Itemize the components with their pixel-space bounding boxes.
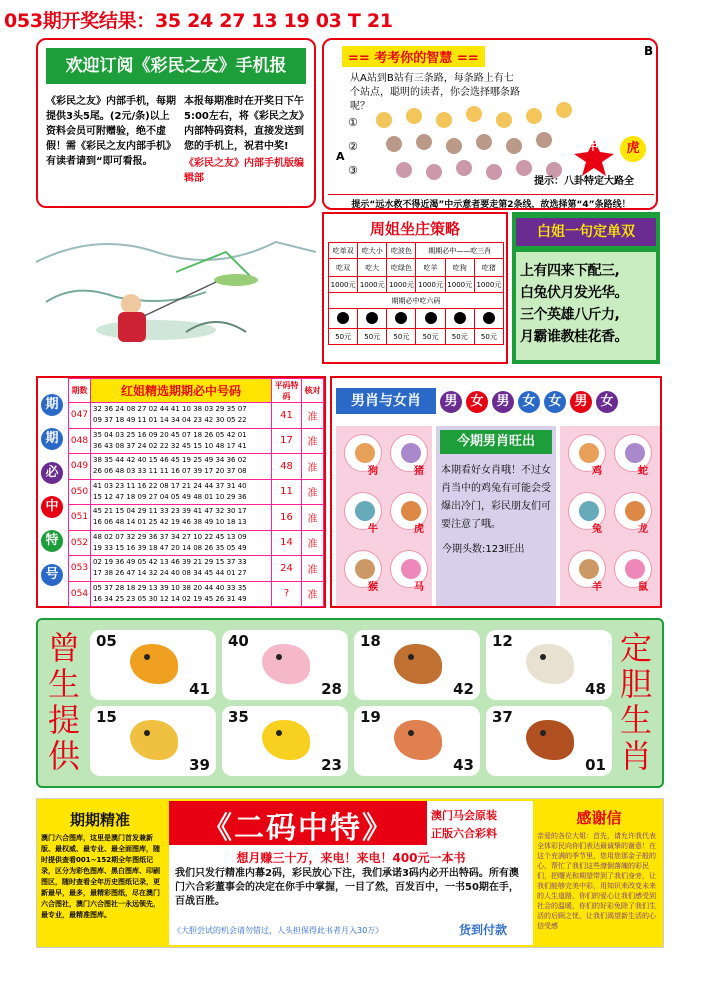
tiger-icon	[130, 644, 178, 684]
zodiac-animal	[612, 434, 654, 482]
bottom-right-title: 感谢信	[576, 809, 622, 827]
zodiac-animal	[388, 550, 430, 598]
animal-label: 蛇	[638, 466, 648, 477]
pay-on-delivery: 货到付款	[459, 923, 508, 937]
hongjie-table	[68, 378, 324, 403]
zhou-dot-3	[387, 309, 416, 329]
zengsheng-left-2: 生	[47, 665, 80, 703]
hongjie-check: 准	[302, 530, 324, 556]
zodiac-animal	[342, 550, 384, 598]
zhou-r6c1: 50元	[329, 329, 358, 345]
hongjie-period: 049	[69, 454, 91, 480]
hongjie-col-code: 平码特码	[272, 379, 302, 403]
quiz-panel	[322, 38, 658, 210]
animal-face-icon	[355, 559, 375, 579]
zodiac-animal	[566, 550, 608, 598]
hongjie-side-5: 特	[41, 530, 63, 552]
hongjie-check: 准	[302, 505, 324, 531]
animal-face-icon	[401, 443, 421, 463]
animal-label: 猪	[414, 466, 424, 477]
card-number-bottom: 48	[585, 680, 606, 698]
zengsheng-right	[616, 630, 656, 774]
hongjie-period: 047	[69, 403, 91, 429]
card-number-top: 37	[492, 708, 513, 726]
hongjie-nums	[91, 454, 272, 480]
animal-label: 牛	[368, 524, 378, 535]
card-number-top: 12	[492, 632, 513, 650]
hongjie-check: 准	[302, 428, 324, 454]
zhou-r4: 期期必中吃六码	[329, 293, 504, 309]
animal-label: 龙	[638, 524, 648, 535]
hongjie-rows	[68, 402, 324, 607]
animal-face-icon	[579, 443, 599, 463]
card-number-top: 40	[228, 632, 249, 650]
zhou-r3c4: 1000元	[416, 277, 445, 293]
bottom-left-text: 澳门六合图库，这里是澳门首发兼新版、最权威、最专业、最全面图库，随时提供查看001~152期全年图纸记录，区分为彩色图库、黑白图库、印刷图区，随时查看全年历史图纸记录，更新最早，最多，最精彩图纸，尽在澳门六合图社，澳门六合图社一永远领先，最专业，最精准图库。	[41, 834, 160, 919]
rat-icon	[394, 720, 442, 760]
zhou-table	[328, 242, 504, 345]
zhou-r2c5: 吃狗	[445, 259, 474, 277]
animal-label: 猴	[368, 582, 378, 593]
zodiac-animal	[388, 492, 430, 540]
zodiac-animal	[566, 492, 608, 540]
hongjie-num-line: 02 19 36 49 05 42 13 46 39 21 29 15 37 33	[93, 558, 247, 567]
card-number-bottom: 39	[189, 756, 210, 774]
hongjie-nums	[91, 556, 272, 582]
bottom-left-title: 期期精准	[69, 811, 130, 829]
table-row	[69, 403, 324, 429]
dragon-icon	[130, 720, 178, 760]
card-number-bottom: 43	[453, 756, 474, 774]
hongjie-period: 048	[69, 428, 91, 454]
zhou-title: 周姐坐庄策略	[369, 220, 460, 238]
nannv-center-text: 本期看好女肖哦！不过女肖当中的鸡兔有可能会受爆出冷门，彩民朋友们可要注意了哦。	[441, 465, 551, 530]
baijie-body	[516, 252, 656, 360]
fishing-scene-icon	[36, 212, 316, 362]
table-row	[69, 530, 324, 556]
table-row	[69, 454, 324, 480]
zhou-dot-4	[416, 309, 445, 329]
number-card	[486, 630, 612, 700]
nannv-center	[436, 426, 556, 606]
quiz-path-1: ①	[348, 116, 358, 129]
bottom-center-side2: 正版六合彩料	[431, 827, 497, 840]
animal-label: 虎	[414, 524, 424, 535]
rabbit-icon	[262, 644, 310, 684]
animal-label: 鼠	[638, 582, 648, 593]
fishing-illustration	[36, 212, 316, 362]
animal-eye-icon	[408, 730, 414, 736]
zhou-dot-2	[358, 309, 387, 329]
animal-eye-icon	[540, 730, 546, 736]
hongjie-check: 准	[302, 479, 324, 505]
zhou-r2c3: 吃绿色	[387, 259, 416, 277]
nannv-badges	[440, 390, 662, 413]
hongjie-col-title: 红姐精选期期必中号码	[91, 379, 272, 403]
zhou-r3c3: 1000元	[387, 277, 416, 293]
zhou-h3: 吃波色	[387, 243, 416, 259]
hongjie-num-line: 41 03 23 11 16 22 08 17 21 24 44 37 31 40	[93, 481, 247, 490]
zhou-panel	[322, 212, 508, 364]
animal-face-icon	[579, 501, 599, 521]
hongjie-col-period: 期数	[69, 379, 91, 403]
hongjie-period: 052	[69, 530, 91, 556]
animal-eye-icon	[540, 654, 546, 660]
hongjie-code: 17	[272, 428, 302, 454]
zhou-r6c4: 50元	[416, 329, 445, 345]
quiz-b-label: B	[644, 44, 654, 58]
nannv-badge-4: 女	[518, 391, 540, 413]
animal-eye-icon	[408, 654, 414, 660]
hongjie-num-line: 38 35 44 42 40 15 46 45 19 25 49 34 36 02	[93, 456, 247, 465]
table-row	[69, 479, 324, 505]
hongjie-num-line: 48 02 07 32 29 36 37 34 27 10 22 45 13 09	[93, 532, 247, 541]
hongjie-col-check: 核对	[302, 379, 324, 403]
animal-eye-icon	[144, 730, 150, 736]
zodiac-animal	[388, 434, 430, 482]
horse-icon	[526, 720, 574, 760]
quiz-question: 从A站到B站有三条路，每条路上有七个站点，聪明的读者，你会选择哪条路呢？	[350, 73, 520, 112]
subscribe-panel	[36, 38, 316, 208]
quiz-center-label: 中	[588, 142, 598, 153]
zodiac-animal	[612, 492, 654, 540]
subscribe-right-red: 《彩民之友》内部手机版编辑部	[184, 158, 304, 184]
zhou-r2c1: 吃双	[329, 259, 358, 277]
animal-face-icon	[579, 559, 599, 579]
zhou-r2c4: 吃羊	[416, 259, 445, 277]
hongjie-nums	[91, 428, 272, 454]
animal-face-icon	[401, 501, 421, 521]
hongjie-nums	[91, 479, 272, 505]
zhou-dot-1	[329, 309, 358, 329]
zodiac-animal	[342, 492, 384, 540]
card-number-bottom: 42	[453, 680, 474, 698]
baijie-line-1: 上有四来下配三,	[520, 263, 620, 279]
zengsheng-left-4: 供	[47, 737, 80, 775]
hongjie-check: 准	[302, 581, 324, 607]
subscribe-title: 欢迎订阅《彩民之友》手机报	[46, 48, 306, 84]
hongjie-code: 11	[272, 479, 302, 505]
hongjie-side-2: 期	[41, 428, 63, 450]
hongjie-num-line: 35 04 03 25 16 09 20 45 07 18 26 05 42 01	[93, 430, 247, 439]
hongjie-check: 准	[302, 556, 324, 582]
number-card	[354, 706, 480, 776]
bottom-right-text: 亲爱的各位大姐：首先，请允许我代表全体彩民向你们表达最诚挚的谢意！在这个充满的季节里，您用您那金子般的心，帮忙了我们这些潦倒落魄的彩民们，把曙光和期望带到了我们身旁，让我们能够完美中彩，用知识来改变未来的人生道路，你们的爱心让我们感受到社会的温暖，你们的好彩免除了我们生活的后顾之忧，让我们渴望新生活的心信受感	[537, 832, 656, 930]
subscribe-left-text: 《彩民之友》内部手机，每期提供3头5尾。(2元/条)以上资料会员可附赠验，绝不虚假！需《彩民之友内部手机》有读者请到“即可看报。	[46, 96, 176, 167]
bottom-center-title: 《二码中特》	[202, 811, 394, 846]
hongjie-period: 050	[69, 479, 91, 505]
number-card	[486, 706, 612, 776]
hongjie-num-line: 16 06 48 14 01 25 42 19 46 38 49 10 18 13	[93, 518, 247, 527]
zhou-r2c2: 吃大	[358, 259, 387, 277]
bottom-footnote: 《大胆尝试的机会请勿错过，人头担保得此书者月入30万》	[173, 926, 384, 935]
hongjie-side-4: 中	[41, 496, 63, 518]
table-row	[69, 505, 324, 531]
bottom-panel	[36, 798, 664, 948]
animal-label: 狗	[368, 466, 378, 477]
card-number-bottom: 23	[321, 756, 342, 774]
bottom-center	[169, 801, 533, 945]
zodiac-animal	[342, 434, 384, 482]
ox-icon	[394, 644, 442, 684]
card-number-bottom: 28	[321, 680, 342, 698]
hongjie-nums	[91, 403, 272, 429]
zengsheng-left-1: 曾	[47, 629, 80, 667]
bottom-center-side1: 澳门马会原装	[431, 809, 497, 822]
animal-label: 羊	[592, 582, 602, 593]
quiz-a-label: A	[336, 150, 345, 163]
chicken-icon	[262, 720, 310, 760]
animal-face-icon	[401, 559, 421, 579]
bottom-center-text: 我们只发行精准内幕2码，彩民放心下注，我们承诺3码内必开出特码。所有澳门六合彩董事会的决定在你手中掌握，一目了然，百发百中，一书50期在手，百战百胜。	[175, 868, 519, 907]
animal-label: 马	[414, 582, 424, 593]
hongjie-num-line: 26 06 48 03 33 11 11 16 07 39 17 20 37 08	[93, 467, 247, 476]
baijie-line-3: 三个英雄八斤力,	[520, 307, 620, 323]
hongjie-check: 准	[302, 454, 324, 480]
number-card	[354, 630, 480, 700]
number-card	[90, 706, 216, 776]
zengsheng-right-3: 生	[619, 701, 652, 739]
animal-label: 兔	[592, 524, 602, 535]
hongjie-num-line: 32 36 24 08 27 02 44 41 10 38 03 29 35 07	[93, 405, 247, 414]
hongjie-num-line: 05 37 28 18 29 13 39 10 38 20 44 40 33 35	[93, 583, 247, 592]
zhou-r6c6: 50元	[474, 329, 503, 345]
zengsheng-left-3: 提	[47, 701, 80, 739]
draw-result-title: 053期开奖结果：35 24 27 13 19 03 T 21	[4, 10, 393, 32]
header-bar	[0, 0, 702, 36]
hongjie-code: 24	[272, 556, 302, 582]
hongjie-code: 41	[272, 403, 302, 429]
zhou-h4: 期期必中——吃三肖	[416, 243, 504, 259]
hongjie-side-3: 必	[41, 462, 63, 484]
hongjie-nums	[91, 530, 272, 556]
table-row	[69, 556, 324, 582]
number-card	[222, 706, 348, 776]
nannv-title: 男肖与女肖	[336, 388, 436, 414]
number-card	[222, 630, 348, 700]
nannv-center-title: 今期男肖旺出	[440, 430, 552, 454]
zhou-r3c5: 1000元	[445, 277, 474, 293]
hongjie-code: 14	[272, 530, 302, 556]
zengsheng-panel	[36, 618, 664, 788]
nannv-badge-2: 女	[466, 391, 488, 413]
card-number-bottom: 01	[585, 756, 606, 774]
goat-icon	[526, 644, 574, 684]
card-number-top: 15	[96, 708, 117, 726]
hongjie-side-1: 期	[41, 394, 63, 416]
number-card	[90, 630, 216, 700]
card-number-top: 19	[360, 708, 381, 726]
quiz-title: == 考考你的智慧 ==	[342, 46, 485, 67]
nannv-badge-5: 女	[544, 391, 566, 413]
table-row	[69, 581, 324, 607]
animal-eye-icon	[276, 730, 282, 736]
zhou-r3c1: 1000元	[329, 277, 358, 293]
hongjie-code: ?	[272, 581, 302, 607]
table-row	[69, 428, 324, 454]
hongjie-code: 16	[272, 505, 302, 531]
quiz-path-3: ③	[348, 164, 358, 177]
quiz-footer: 提示“远水救不得近渴”中示意者要走第2条线，故选择第“4”条路线！	[328, 194, 654, 210]
zengsheng-right-1: 定	[619, 629, 652, 667]
zhou-r6c2: 50元	[358, 329, 387, 345]
zhou-r6c3: 50元	[387, 329, 416, 345]
baijie-line-4: 月霸谁教桂花香。	[520, 329, 628, 345]
animal-face-icon	[355, 501, 375, 521]
zhou-r2c6: 吃猪	[474, 259, 503, 277]
hongjie-side-6: 号	[41, 564, 63, 586]
hongjie-side	[38, 378, 68, 606]
quiz-path-2: ②	[348, 140, 358, 153]
baijie-panel	[512, 212, 660, 364]
animal-label: 鸡	[592, 466, 602, 477]
hongjie-period: 051	[69, 505, 91, 531]
hongjie-check: 准	[302, 403, 324, 429]
nannv-badge-3: 男	[492, 391, 514, 413]
hongjie-num-line: 16 34 25 23 05 30 12 14 02 19 45 26 31 49	[93, 594, 247, 603]
baijie-title: 白姐一句定单双	[516, 218, 656, 246]
zhou-r3c2: 1000元	[358, 277, 387, 293]
hongjie-num-line: 19 33 15 16 39 18 47 20 14 08 26 35 05 49	[93, 543, 247, 552]
zhou-h2: 吃大小	[358, 243, 387, 259]
nannv-badge-1: 男	[440, 391, 462, 413]
bottom-slogan: 想月赚三十万，来电！来电！400元一本书	[236, 851, 466, 865]
hongjie-num-line: 17 38 26 47 14 32 24 40 08 34 45 44 01 27	[93, 569, 247, 578]
animal-eye-icon	[276, 654, 282, 660]
animal-face-icon	[355, 443, 375, 463]
quiz-tiger-label: 虎	[620, 136, 646, 162]
zhou-dot-5	[445, 309, 474, 329]
zhou-h1: 吃单双	[329, 243, 358, 259]
zengsheng-right-4: 肖	[619, 737, 652, 775]
hongjie-num-line: 09 37 18 49 11 01 14 34 04 23 42 30 05 22	[93, 416, 247, 425]
zengsheng-right-2: 胆	[619, 665, 652, 703]
hongjie-period: 054	[69, 581, 91, 607]
hongjie-nums	[91, 505, 272, 531]
hongjie-panel	[36, 376, 326, 608]
zengsheng-cards	[90, 630, 612, 780]
zhou-r6c5: 50元	[445, 329, 474, 345]
card-number-top: 18	[360, 632, 381, 650]
quiz-hint: 提示：八卦特定大路全	[534, 176, 634, 187]
animal-eye-icon	[144, 654, 150, 660]
zhou-r3c6: 1000元	[474, 277, 503, 293]
hongjie-period: 053	[69, 556, 91, 582]
hongjie-code: 48	[272, 454, 302, 480]
hongjie-num-line: 45 21 15 04 29 11 33 23 39 41 47 32 30 17	[93, 507, 247, 516]
zhou-dot-6	[474, 309, 503, 329]
zodiac-animal	[566, 434, 608, 482]
nannv-badge-6: 男	[570, 391, 592, 413]
animal-face-icon	[625, 559, 645, 579]
card-number-top: 05	[96, 632, 117, 650]
zodiac-animal	[612, 550, 654, 598]
subscribe-right-text: 本报每期准时在开奖日下午5:00左右，将《彩民之友》内部特码资料，直接发送到您的手机上，祝君中奖!	[184, 96, 309, 152]
nannv-center-count: 今期头数:123旺出	[442, 544, 525, 555]
card-number-top: 35	[228, 708, 249, 726]
baijie-line-2: 白兔伏月发光华。	[520, 285, 628, 301]
animal-face-icon	[625, 501, 645, 521]
nannv-badge-7: 女	[596, 391, 618, 413]
zengsheng-left	[44, 630, 84, 774]
hongjie-nums	[91, 581, 272, 607]
animal-face-icon	[625, 443, 645, 463]
nannv-panel	[330, 376, 662, 608]
card-number-bottom: 41	[189, 680, 210, 698]
hongjie-num-line: 15 12 47 18 09 27 04 05 49 48 01 10 29 36	[93, 492, 247, 501]
hongjie-num-line: 36 43 08 37 24 02 22 32 45 15 10 48 17 41	[93, 441, 247, 450]
